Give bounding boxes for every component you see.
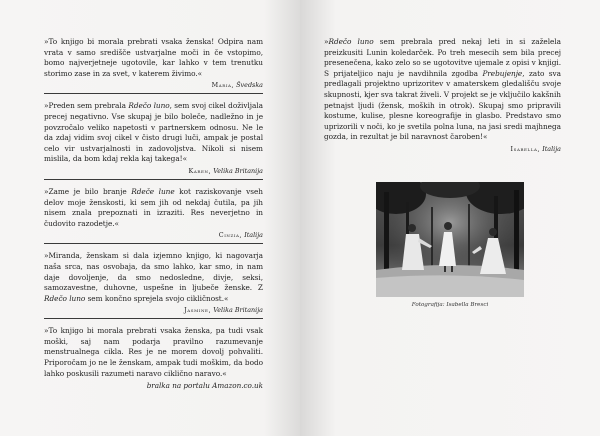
- testimonial-text: »To knjigo bi morala prebrati vsaka ženska! Odpira nam vrata v samo središče ustvarjalne moči in če vstopimo, bomo najverjetneje ugotovile, kar lahko v tem trenutku storimo zase in za svet, v katerem živimo.«: [44, 37, 263, 78]
- right-column: [324, 37, 561, 154]
- testimonial-text: »Zame je bilo branje Rdeče lune kot raziskovanje vseh delov moje ženskosti, ki sem jih od nekdaj čutila, pa jih nisem znala prepoznati in izraziti. Res neverjetno in čudovito razodetje.«: [44, 186, 263, 228]
- signature-name: Cinzia: [218, 231, 240, 240]
- signature-name: Isabella: [510, 144, 538, 153]
- testimonial-signature: Isabella, Italija: [510, 144, 561, 153]
- testimonial-text: »Miranda, ženskam si dala izjemno knjigo, ki nagovarja naša srca, nas osvobaja, da smo lahko, kar smo, in nam daje dovoljenje, da smo nedosledne, divje, seksi, samozavestne, duhovne, uspešne in ljubeče ženske. Z Rdečo luno sem končno sprejela svojo cikličnost.«: [44, 251, 263, 303]
- divider: [44, 243, 263, 244]
- divider: [44, 179, 263, 180]
- signature-place: Italija: [542, 144, 561, 153]
- divider: [44, 93, 263, 94]
- signature-place: Velika Britanija: [213, 306, 263, 315]
- left-column: [44, 37, 263, 390]
- testimonial-signature: Maria, Švedska: [211, 81, 263, 90]
- signature-name: Jasmine: [184, 306, 209, 315]
- testimonial-source: bralka na portalu Amazon.co.uk: [146, 381, 263, 391]
- photo-caption: Fotografija: Isabella Bresci: [411, 302, 489, 308]
- testimonial-text: »Preden sem prebrala Rdečo luno, sem svoj cikel doživljala precej negativno. Vse skupaj je bilo boleče, nadležno in je povzročalo veliko napetosti v partnerskem odnosu. Ne le da zdaj vidim svoj cikel v čisto drugi luči, ampak je postal celo vir ustvarjalnosti in zadovoljstva. Nikoli si nisem mislila, da bom kdaj rekla kaj takega!«: [44, 101, 263, 164]
- signature-place: Švedska: [236, 81, 263, 90]
- signature-place: Velika Britanija: [213, 166, 263, 175]
- testimonial-signature: Cinzia, Italija: [218, 231, 263, 240]
- testimonial-text: »To knjigo bi morala prebrati vsaka ženska, pa tudi vsak moški, saj nam podarja pravilno razumevanje menstrualnega cikla. Res je ne morem dovolj pohvaliti. Priporočam jo ne le ženskam, ampak tudi moškim, da bodo lahko poskusili razumeti naravo ciklično naravo.«: [44, 326, 263, 378]
- signature-name: Maria: [211, 81, 232, 90]
- testimonial-signature: Jasmine, Velika Britanija: [184, 306, 263, 315]
- signature-name: Karen: [188, 166, 209, 175]
- testimonial-signature: Karen, Velika Britanija: [188, 166, 263, 175]
- forest-performance-image: [376, 182, 524, 297]
- divider: [44, 318, 263, 319]
- signature-place: Italija: [244, 231, 263, 240]
- testimonial-text: »Rdečo luno sem prebrala pred nekaj leti in si zaželela preizkusiti Lunin koledarček. Po treh mesecih sem bila precej presenečena, kako zelo so se ugotovitve ujemale z opisi v knjigi. S prijateljico naju je navdihnila zgodba Prebujenje, zato sva predlagali projektno uprizoritev v amaterskem gledališču svoje skupnosti, kjer sva takrat živeli. V projekt se je vključilo kakšnih petnajst ljudi (žensk, moških in otrok). Skupaj smo pripravili kostume, kulise, plesne koreografije in glasbo. Predstavo smo uprizorili v noči, ko je svetila polna luna, na jasi sredi majhnega gozda, in rezultat je bil naravnost čaroben!«: [324, 37, 561, 142]
- performance-photo: [376, 182, 524, 297]
